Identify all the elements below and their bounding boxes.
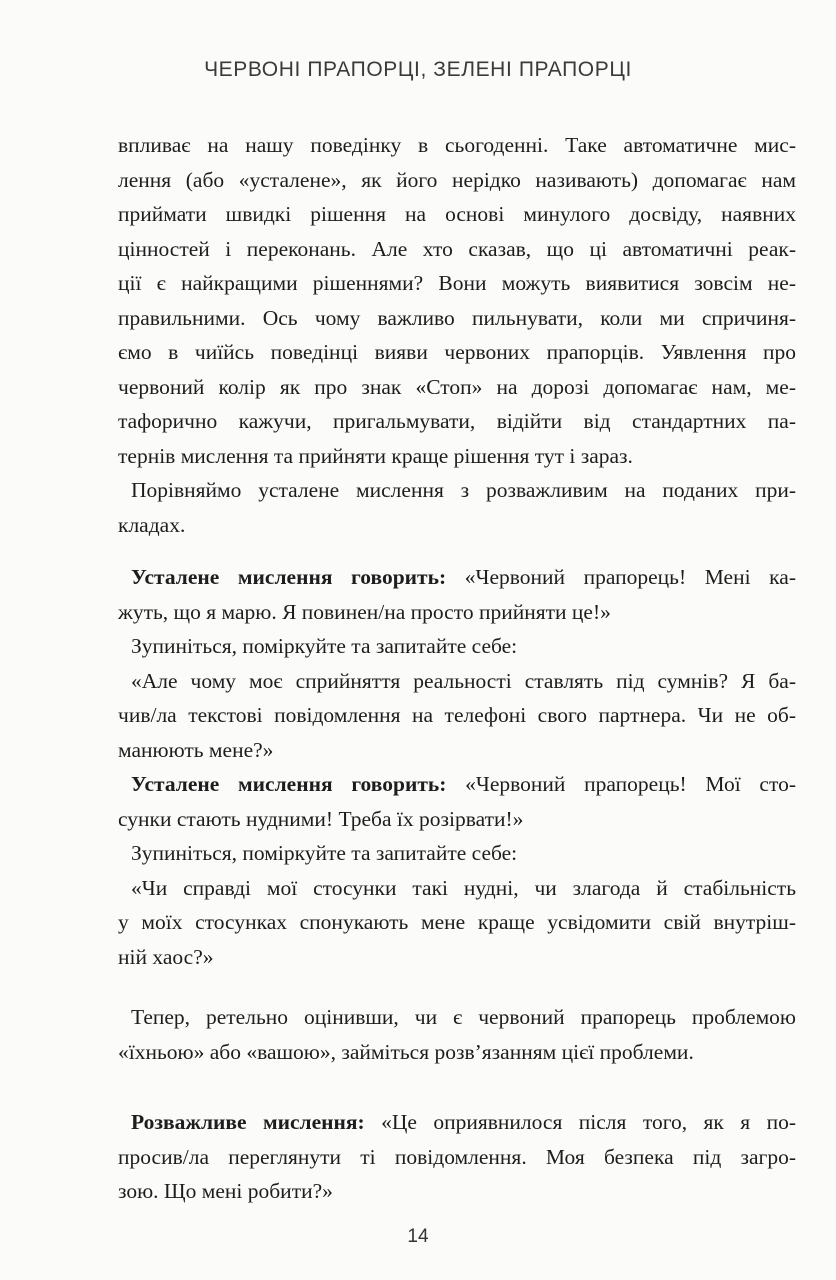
page-number: 14	[407, 1226, 429, 1247]
text-line: Зупиніться, поміркуйте та запитайте себе:	[131, 634, 518, 658]
text-line: впливає на нашу поведінку в сьогоденні. Таке автоматичне мис-	[118, 133, 796, 157]
example-quote: «Червоний прапорець! Мої сто-	[446, 772, 796, 796]
text-line: Зупиніться, поміркуйте та запитайте себе:	[131, 841, 518, 865]
text-line: Тепер, ретельно оцінивши, чи є червоний прапорець проблемою	[131, 1005, 796, 1029]
text-line: жуть, що я марю. Я повинен/на просто прийняти це!»	[118, 599, 611, 624]
text-line: цінностей і переконань. Але хто сказав, що ці автоматичні реак-	[118, 236, 796, 261]
text-line: ній хаос?»	[118, 944, 214, 969]
text-line	[118, 767, 796, 802]
example-label: Усталене мислення говорить:	[131, 565, 447, 589]
text-line: манюють мене?»	[118, 737, 274, 762]
text-line: чив/ла текстові повідомлення на телефоні свого партнера. Чи не об-	[118, 703, 796, 727]
paragraph-2	[118, 473, 796, 542]
text-line: приймати швидкі рішення на основі минулого досвіду, наявних	[118, 202, 796, 226]
text-line: лення (або «усталене», як його нерідко називають) допомагає нам	[118, 167, 796, 192]
example-3	[118, 1105, 796, 1209]
text-line: зою. Що мені робити?»	[118, 1179, 333, 1203]
text-line: Порівняймо усталене мислення з розважливим на поданих при-	[131, 478, 796, 502]
example-label: Розважливе мислення:	[131, 1110, 365, 1134]
text-line: тернів мислення та прийняти краще рішення тут і зараз.	[118, 443, 633, 468]
text-line: тафорично кажучи, пригальмувати, відійти від стандартних па-	[118, 409, 796, 433]
example-quote: «Червоний прапорець! Мені ка-	[446, 565, 796, 589]
example-label: Усталене мислення говорить:	[131, 772, 447, 796]
example-1	[118, 560, 796, 767]
running-header: ЧЕРВОНІ ПРАПОРЦІ, ЗЕЛЕНІ ПРАПОРЦІ	[204, 58, 632, 81]
text-line	[118, 560, 796, 595]
text-line: правильними. Ось чому важливо пильнувати, коли ми спричиня-	[118, 305, 796, 330]
example-2	[118, 767, 796, 974]
text-line: «Чи справді мої стосунки такі нудні, чи злагода й стабільність	[131, 875, 796, 900]
text-line: червоний колір як про знак «Стоп» на дорозі допомагає нам, ме-	[118, 374, 796, 399]
text-line: у моїх стосунках спонукають мене краще усвідомити свій внутріш-	[118, 910, 796, 934]
text-line: «Але чому моє сприйняття реальності ставлять під сумнів? Я ба-	[131, 668, 796, 693]
text-line	[118, 1105, 796, 1140]
text-line: «їхньою» або «вашою», займіться розв’язанням цієї проблеми.	[118, 1039, 694, 1064]
example-quote: «Це оприявнилося після того, як я по-	[364, 1110, 796, 1134]
paragraph-3	[118, 1000, 796, 1069]
text-line: кладах.	[118, 512, 186, 537]
paragraph-1	[118, 128, 796, 473]
text-line: ємо в чиїйсь поведінці вияви червоних прапорців. Уявлення про	[118, 340, 796, 364]
text-line: сунки стають нудними! Треба їх розірвати!»	[118, 806, 524, 831]
text-line: ції є найкращими рішеннями? Вони можуть виявитися зовсім не-	[118, 271, 796, 295]
text-line: просив/ла переглянути ті повідомлення. Моя безпека під загро-	[118, 1144, 796, 1169]
